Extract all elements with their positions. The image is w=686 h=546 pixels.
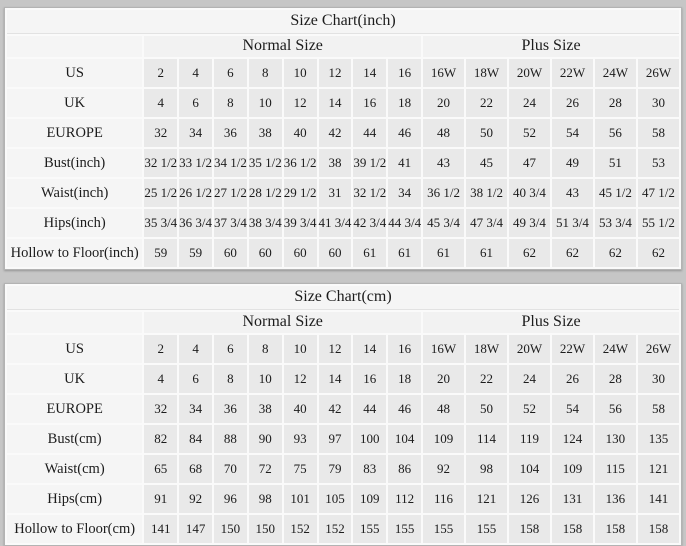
size-value: 16 — [353, 89, 386, 117]
size-chart-cm-table — [5, 284, 681, 545]
size-value: 8 — [249, 59, 282, 87]
size-value: 112 — [388, 485, 421, 513]
size-value: 84 — [179, 425, 212, 453]
size-value: 34 1/2 — [214, 149, 247, 177]
size-value: 49 3/4 — [509, 209, 550, 237]
row-label: Waist(inch) — [7, 179, 142, 207]
size-value: 4 — [144, 89, 177, 117]
size-value: 51 3/4 — [552, 209, 593, 237]
size-value: 101 — [284, 485, 317, 513]
size-value: 34 — [179, 395, 212, 423]
size-value: 48 — [423, 395, 464, 423]
size-value: 92 — [179, 485, 212, 513]
size-value: 68 — [179, 455, 212, 483]
size-value: 75 — [284, 455, 317, 483]
size-value: 16 — [388, 335, 421, 363]
size-value: 38 — [249, 395, 282, 423]
size-value: 28 — [595, 89, 636, 117]
size-value: 32 1/2 — [353, 179, 386, 207]
size-value: 121 — [638, 455, 679, 483]
size-value: 158 — [638, 515, 679, 543]
size-value: 86 — [388, 455, 421, 483]
size-value: 51 — [595, 149, 636, 177]
size-value: 20 — [423, 89, 464, 117]
table-row — [7, 425, 679, 453]
size-value: 4 — [179, 59, 212, 87]
size-value: 42 — [319, 119, 352, 147]
table-row — [7, 119, 679, 147]
table-row — [7, 89, 679, 117]
table-row — [7, 335, 679, 363]
title-row — [7, 286, 679, 310]
size-value: 42 3/4 — [353, 209, 386, 237]
size-value: 155 — [353, 515, 386, 543]
size-value: 53 3/4 — [595, 209, 636, 237]
corner-cell — [7, 36, 142, 57]
size-value: 141 — [638, 485, 679, 513]
size-value: 25 1/2 — [144, 179, 177, 207]
size-value: 20W — [509, 59, 550, 87]
size-value: 43 — [552, 179, 593, 207]
size-value: 152 — [284, 515, 317, 543]
size-value: 82 — [144, 425, 177, 453]
size-value: 155 — [466, 515, 507, 543]
size-value: 56 — [595, 395, 636, 423]
size-value: 45 1/2 — [595, 179, 636, 207]
size-value: 61 — [388, 239, 421, 267]
row-label: Hips(cm) — [7, 485, 142, 513]
size-value: 136 — [595, 485, 636, 513]
size-value: 18 — [388, 365, 421, 393]
size-value: 60 — [249, 239, 282, 267]
size-value: 54 — [552, 395, 593, 423]
size-value: 121 — [466, 485, 507, 513]
size-value: 155 — [388, 515, 421, 543]
size-value: 83 — [353, 455, 386, 483]
size-value: 104 — [509, 455, 550, 483]
size-value: 96 — [214, 485, 247, 513]
size-value: 105 — [319, 485, 352, 513]
size-value: 98 — [466, 455, 507, 483]
size-value: 36 3/4 — [179, 209, 212, 237]
size-value: 36 — [214, 395, 247, 423]
size-value: 41 — [388, 149, 421, 177]
size-chart-page — [0, 7, 686, 537]
table-row — [7, 209, 679, 237]
size-value: 65 — [144, 455, 177, 483]
size-value: 28 — [595, 365, 636, 393]
size-value: 98 — [249, 485, 282, 513]
size-value: 36 — [214, 119, 247, 147]
table-title: Size Chart(inch) — [7, 10, 679, 34]
size-value: 6 — [179, 365, 212, 393]
size-value: 24W — [595, 59, 636, 87]
row-label: Bust(inch) — [7, 149, 142, 177]
row-label: Hips(inch) — [7, 209, 142, 237]
row-label: EUROPE — [7, 119, 142, 147]
group-header-plus-size: Plus Size — [423, 312, 679, 333]
size-value: 28 1/2 — [249, 179, 282, 207]
size-value: 42 — [319, 395, 352, 423]
size-value: 22W — [552, 335, 593, 363]
table-row — [7, 395, 679, 423]
size-value: 100 — [353, 425, 386, 453]
size-value: 61 — [466, 239, 507, 267]
size-value: 6 — [214, 335, 247, 363]
size-value: 6 — [179, 89, 212, 117]
size-value: 26W — [638, 335, 679, 363]
size-value: 126 — [509, 485, 550, 513]
size-value: 62 — [638, 239, 679, 267]
size-value: 8 — [249, 335, 282, 363]
size-value: 40 3/4 — [509, 179, 550, 207]
size-value: 10 — [284, 335, 317, 363]
size-value: 46 — [388, 395, 421, 423]
size-value: 26 — [552, 89, 593, 117]
size-value: 38 — [249, 119, 282, 147]
size-value: 37 3/4 — [214, 209, 247, 237]
size-value: 62 — [595, 239, 636, 267]
size-value: 62 — [552, 239, 593, 267]
size-value: 32 1/2 — [144, 149, 177, 177]
size-value: 14 — [319, 365, 352, 393]
group-header-normal-size: Normal Size — [144, 36, 421, 57]
size-value: 59 — [144, 239, 177, 267]
size-value: 20 — [423, 365, 464, 393]
size-value: 18W — [466, 59, 507, 87]
size-value: 30 — [638, 365, 679, 393]
size-value: 41 3/4 — [319, 209, 352, 237]
row-label: Waist(cm) — [7, 455, 142, 483]
size-value: 109 — [552, 455, 593, 483]
size-value: 26W — [638, 59, 679, 87]
size-value: 20W — [509, 335, 550, 363]
size-value: 45 — [466, 149, 507, 177]
table-row — [7, 179, 679, 207]
size-value: 40 — [284, 395, 317, 423]
size-value: 36 1/2 — [284, 149, 317, 177]
size-value: 35 3/4 — [144, 209, 177, 237]
size-value: 52 — [509, 119, 550, 147]
table-row — [7, 455, 679, 483]
size-value: 104 — [388, 425, 421, 453]
size-value: 44 — [353, 395, 386, 423]
table-row — [7, 485, 679, 513]
size-value: 47 1/2 — [638, 179, 679, 207]
size-value: 14 — [319, 89, 352, 117]
size-value: 60 — [319, 239, 352, 267]
size-value: 55 1/2 — [638, 209, 679, 237]
size-value: 115 — [595, 455, 636, 483]
size-value: 61 — [423, 239, 464, 267]
size-value: 45 3/4 — [423, 209, 464, 237]
size-chart-inch-card — [4, 7, 682, 270]
size-value: 31 — [319, 179, 352, 207]
size-value: 109 — [423, 425, 464, 453]
size-value: 38 — [319, 149, 352, 177]
size-value: 79 — [319, 455, 352, 483]
row-label: US — [7, 335, 142, 363]
size-value: 38 1/2 — [466, 179, 507, 207]
size-value: 14 — [353, 59, 386, 87]
corner-cell — [7, 312, 142, 333]
size-value: 29 1/2 — [284, 179, 317, 207]
table-row — [7, 515, 679, 543]
size-value: 50 — [466, 119, 507, 147]
size-value: 6 — [214, 59, 247, 87]
row-label: Hollow to Floor(inch) — [7, 239, 142, 267]
size-value: 39 1/2 — [353, 149, 386, 177]
table-row — [7, 365, 679, 393]
size-value: 72 — [249, 455, 282, 483]
size-value: 10 — [284, 59, 317, 87]
size-value: 158 — [509, 515, 550, 543]
size-value: 43 — [423, 149, 464, 177]
size-value: 33 1/2 — [179, 149, 212, 177]
size-value: 32 — [144, 395, 177, 423]
size-value: 58 — [638, 119, 679, 147]
size-value: 46 — [388, 119, 421, 147]
size-value: 90 — [249, 425, 282, 453]
size-value: 16 — [388, 59, 421, 87]
table-row — [7, 239, 679, 267]
size-value: 131 — [552, 485, 593, 513]
table-title: Size Chart(cm) — [7, 286, 679, 310]
size-value: 24W — [595, 335, 636, 363]
row-label: UK — [7, 365, 142, 393]
size-value: 4 — [179, 335, 212, 363]
size-value: 12 — [284, 365, 317, 393]
size-value: 114 — [466, 425, 507, 453]
size-value: 10 — [249, 365, 282, 393]
size-value: 26 — [552, 365, 593, 393]
size-value: 2 — [144, 335, 177, 363]
size-value: 47 3/4 — [466, 209, 507, 237]
size-value: 27 1/2 — [214, 179, 247, 207]
size-value: 18 — [388, 89, 421, 117]
size-value: 53 — [638, 149, 679, 177]
size-value: 97 — [319, 425, 352, 453]
group-header-plus-size: Plus Size — [423, 36, 679, 57]
title-row — [7, 10, 679, 34]
size-value: 35 1/2 — [249, 149, 282, 177]
size-value: 56 — [595, 119, 636, 147]
size-value: 8 — [214, 365, 247, 393]
size-value: 22W — [552, 59, 593, 87]
row-label: EUROPE — [7, 395, 142, 423]
row-label: UK — [7, 89, 142, 117]
size-value: 16W — [423, 59, 464, 87]
size-value: 54 — [552, 119, 593, 147]
size-value: 12 — [319, 335, 352, 363]
size-value: 44 — [353, 119, 386, 147]
size-value: 150 — [249, 515, 282, 543]
size-value: 116 — [423, 485, 464, 513]
row-label: Bust(cm) — [7, 425, 142, 453]
size-chart-cm-card — [4, 283, 682, 546]
size-value: 158 — [595, 515, 636, 543]
size-value: 47 — [509, 149, 550, 177]
size-value: 22 — [466, 365, 507, 393]
size-value: 40 — [284, 119, 317, 147]
size-value: 2 — [144, 59, 177, 87]
size-value: 124 — [552, 425, 593, 453]
size-value: 24 — [509, 365, 550, 393]
size-value: 141 — [144, 515, 177, 543]
size-value: 152 — [319, 515, 352, 543]
row-label: US — [7, 59, 142, 87]
size-value: 50 — [466, 395, 507, 423]
size-value: 16W — [423, 335, 464, 363]
size-value: 10 — [249, 89, 282, 117]
size-value: 58 — [638, 395, 679, 423]
group-header-row — [7, 312, 679, 333]
size-value: 12 — [319, 59, 352, 87]
size-value: 88 — [214, 425, 247, 453]
size-value: 49 — [552, 149, 593, 177]
row-label: Hollow to Floor(cm) — [7, 515, 142, 543]
size-value: 18W — [466, 335, 507, 363]
size-value: 119 — [509, 425, 550, 453]
size-value: 30 — [638, 89, 679, 117]
size-value: 61 — [353, 239, 386, 267]
size-value: 44 3/4 — [388, 209, 421, 237]
group-header-normal-size: Normal Size — [144, 312, 421, 333]
table-row — [7, 59, 679, 87]
size-value: 24 — [509, 89, 550, 117]
size-value: 26 1/2 — [179, 179, 212, 207]
table-row — [7, 149, 679, 177]
size-value: 38 3/4 — [249, 209, 282, 237]
size-value: 150 — [214, 515, 247, 543]
size-value: 92 — [423, 455, 464, 483]
size-value: 16 — [353, 365, 386, 393]
size-value: 52 — [509, 395, 550, 423]
size-value: 39 3/4 — [284, 209, 317, 237]
size-value: 59 — [179, 239, 212, 267]
size-value: 155 — [423, 515, 464, 543]
size-value: 34 — [179, 119, 212, 147]
size-value: 93 — [284, 425, 317, 453]
group-header-row — [7, 36, 679, 57]
size-value: 147 — [179, 515, 212, 543]
size-value: 34 — [388, 179, 421, 207]
size-value: 22 — [466, 89, 507, 117]
size-value: 109 — [353, 485, 386, 513]
size-value: 32 — [144, 119, 177, 147]
size-value: 12 — [284, 89, 317, 117]
size-value: 60 — [284, 239, 317, 267]
size-value: 158 — [552, 515, 593, 543]
size-value: 91 — [144, 485, 177, 513]
size-chart-inch-table — [5, 8, 681, 269]
size-value: 8 — [214, 89, 247, 117]
size-value: 60 — [214, 239, 247, 267]
size-value: 14 — [353, 335, 386, 363]
size-value: 70 — [214, 455, 247, 483]
size-value: 4 — [144, 365, 177, 393]
size-value: 135 — [638, 425, 679, 453]
size-value: 130 — [595, 425, 636, 453]
size-value: 36 1/2 — [423, 179, 464, 207]
size-value: 48 — [423, 119, 464, 147]
size-value: 62 — [509, 239, 550, 267]
